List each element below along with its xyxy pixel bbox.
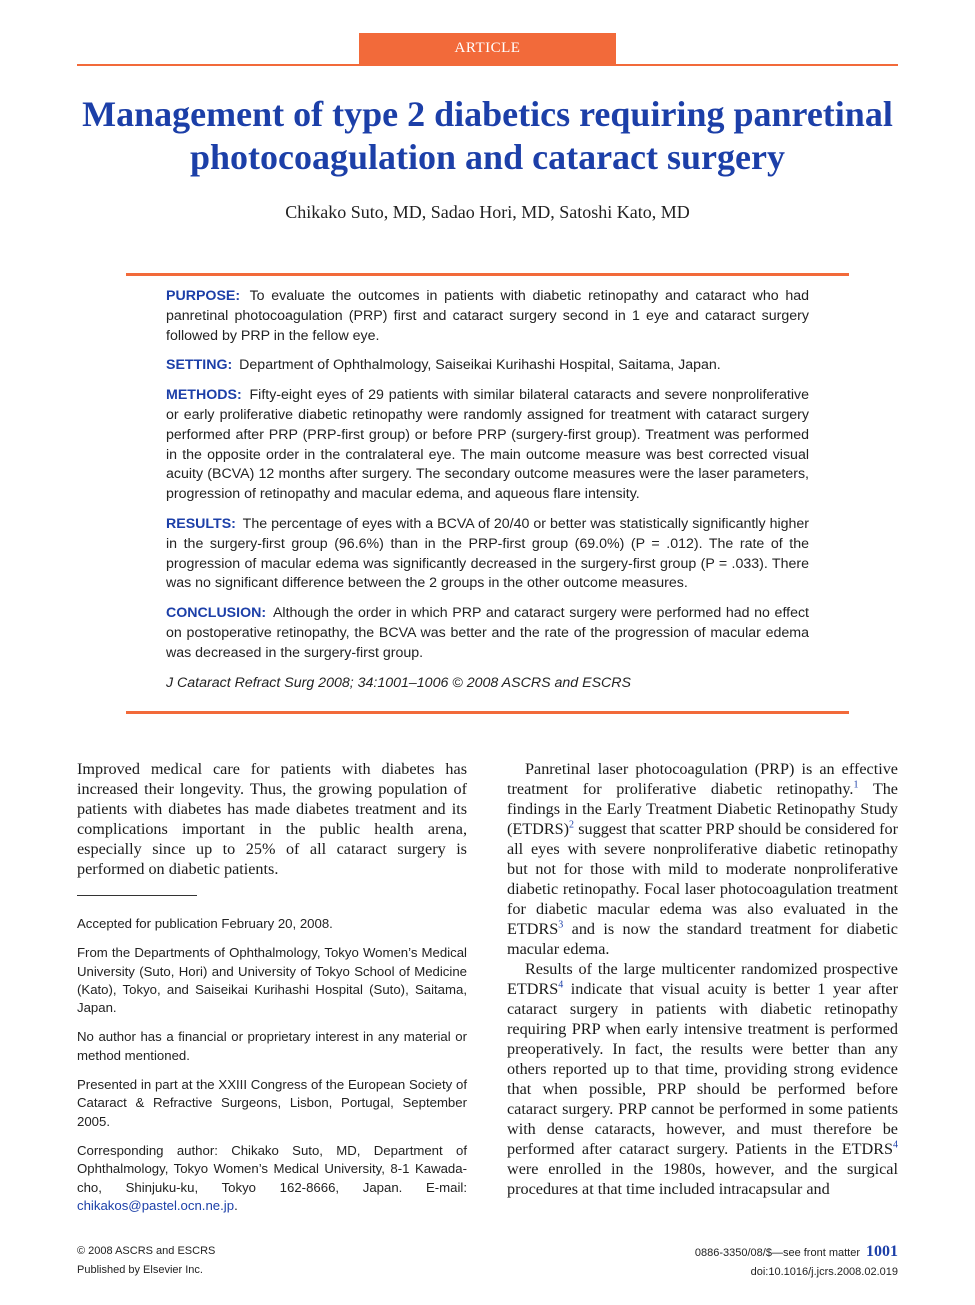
body-text: Results of the large multicenter randomized prospective ETDRS <box>507 960 898 998</box>
body-text: The findings in the Early Treatment Diabetic Retinopathy Study (ETDRS) <box>507 780 898 838</box>
body-text: suggest that scatter PRP should be considered for all eyes with severe nonproliferative diabetic retinopathy but not for those with mild to moderate nonproliferative diabetic retinopathy. Focal laser photocoagulation treatment for diabetic macular edema was also evaluated in the ETDRS <box>507 820 898 938</box>
setting-text: Department of Ophthalmology, Saiseikai Kurihashi Hospital, Saitama, Japan. <box>239 357 721 374</box>
article-title: Management of type 2 diabetics requiring panretinal photocoagulation and cataract surgery <box>82 94 893 177</box>
abstract <box>166 287 809 703</box>
note-affiliations: From the Departments of Ophthalmology, Tokyo Women’s Medical University (Suto, Hori) and University of Tokyo School of Medicine (Kato), Tokyo, and Saiseikai Kurihashi Hospital (Suto), Saitama, Japan. <box>77 945 467 1016</box>
body-text: indicate that visual acuity is better 1 year after cataract surgery in patients with diabetic retinopathy requiring PRP when early intensive treatment is performed preoperatively. In fact, the results were better than any others reported up to that time, providing strong evidence that when possible, PRP should be performed before cataract surgery. PRP cannot be performed in some patients with dense cataracts, however, and must therefore be performed after cataract surgery. Patients in the ETDRS <box>507 980 898 1158</box>
setting-label: SETTING: <box>166 357 233 374</box>
header-rule <box>77 64 898 66</box>
note-accepted: Accepted for publication February 20, 2008. <box>77 916 333 931</box>
conclusion-label: CONCLUSION: <box>166 605 267 622</box>
abstract-methods <box>166 386 809 505</box>
results-label: RESULTS: <box>166 515 236 532</box>
corresponding-text: Corresponding author: Chikako Suto, MD, Department of Ophthalmology, Tokyo Women’s Medical University, 8-1 Kawada-cho, Shinjuku-ku, Tokyo 162-8666, Japan. E-mail: <box>77 1142 467 1195</box>
footer-right <box>695 1242 898 1282</box>
note-interest: No author has a financial or proprietary interest in any material or method mentioned. <box>77 1029 467 1063</box>
footer-doi[interactable]: doi:10.1016/j.jcrs.2008.02.019 <box>750 1266 898 1278</box>
reference-link[interactable]: 4 <box>558 979 564 991</box>
purpose-text: To evaluate the outcomes in patients with diabetic retinopathy and cataract who had panretinal photocoagulation (PRP) first and cataract surgery second in 1 eye and cataract surgery followed by PRP in the fellow eye. <box>166 288 809 344</box>
author-list: Chikako Suto, MD, Sadao Hori, MD, Satoshi Kato, MD <box>285 202 690 222</box>
reference-link[interactable]: 3 <box>558 919 564 931</box>
footer-publisher: Published by Elsevier Inc. <box>77 1264 203 1276</box>
methods-label: METHODS: <box>166 387 242 404</box>
abstract-results <box>166 515 809 594</box>
body-paragraph-1 <box>507 759 898 959</box>
abstract-purpose <box>166 287 809 346</box>
right-column <box>507 759 898 1199</box>
abstract-bottom-rule <box>126 711 849 714</box>
abstract-conclusion <box>166 604 809 663</box>
body-paragraph-2 <box>507 959 898 1199</box>
body-text: were enrolled in the 1980s, however, and the surgical procedures at that time included intracapsular and <box>507 1160 898 1198</box>
article-section-tag: ARTICLE <box>359 33 616 64</box>
page-number: 1001 <box>866 1243 898 1260</box>
email-end: . <box>234 1197 238 1213</box>
body-text: Panretinal laser photocoagulation (PRP) is an effective treatment for proliferative diabetic retinopathy. <box>507 760 898 798</box>
purpose-label: PURPOSE: <box>166 288 241 304</box>
reference-link[interactable]: 4 <box>893 1139 898 1151</box>
left-column <box>77 759 467 879</box>
footer-issn: 0886-3350/08/$—see front matter <box>694 1247 860 1259</box>
note-presented: Presented in part at the XXIII Congress of the European Society of Cataract & Refractive Surgeons, Lisbon, Portugal, September 2005. <box>77 1077 467 1129</box>
article-notes <box>77 915 467 1226</box>
body-text: and is now the standard treatment for diabetic macular edema. <box>507 920 898 958</box>
email-link[interactable]: chikakos@pastel.ocn.ne.jp <box>77 1197 235 1213</box>
abstract-setting <box>166 356 809 376</box>
methods-text: Fifty-eight eyes of 29 patients with similar bilateral cataracts and severe nonproliferative or early proliferative diabetic retinopathy were randomly assigned for treatment with cataract surgery performed after PRP (PRP-first group) or before PRP (surgery-first group). Treatment was performed in the opposite order in the contralateral eye. The main outcome measure was best corrected visual acuity (BCVA) 12 months after surgery. The secondary outcome measures were the laser parameters, progression of retinopathy and macular edema, and aqueous flare intensity. <box>166 387 809 503</box>
footer-left <box>77 1242 215 1280</box>
results-text: The percentage of eyes with a BCVA of 20/40 or better was statistically significantly higher in the surgery-first group (96.6%) than in the PRP-first group (69.0%) (P = .012). The rate of the progression of macular edema was significantly decreased in the surgery-first group (P = .033). There was no significant difference between the 2 groups in the other outcome measures. <box>166 515 810 592</box>
journal-citation: J Cataract Refract Surg 2008; 34:1001–1006 © 2008 ASCRS and ESCRS <box>166 674 631 691</box>
reference-link[interactable]: 2 <box>569 819 575 831</box>
reference-link[interactable]: 1 <box>853 779 859 791</box>
conclusion-text: Although the order in which PRP and cataract surgery were performed had no effect on postoperative retinopathy, the BCVA was better and the rate of the progression of macular edema was decreased in the surgery-first group. <box>166 605 809 661</box>
footer-copyright: © 2008 ASCRS and ESCRS <box>77 1245 216 1257</box>
abstract-top-rule <box>126 273 849 276</box>
footnote-separator <box>77 895 197 896</box>
intro-paragraph: Improved medical care for patients with diabetes has increased their longevity. Thus, the growing population of patients with diabetes has made diabetes treatment and its complications important in the public health arena, especially since up to 25% of all cataract surgery is performed on diabetic patients. <box>77 760 467 878</box>
note-corresponding <box>77 1142 467 1215</box>
